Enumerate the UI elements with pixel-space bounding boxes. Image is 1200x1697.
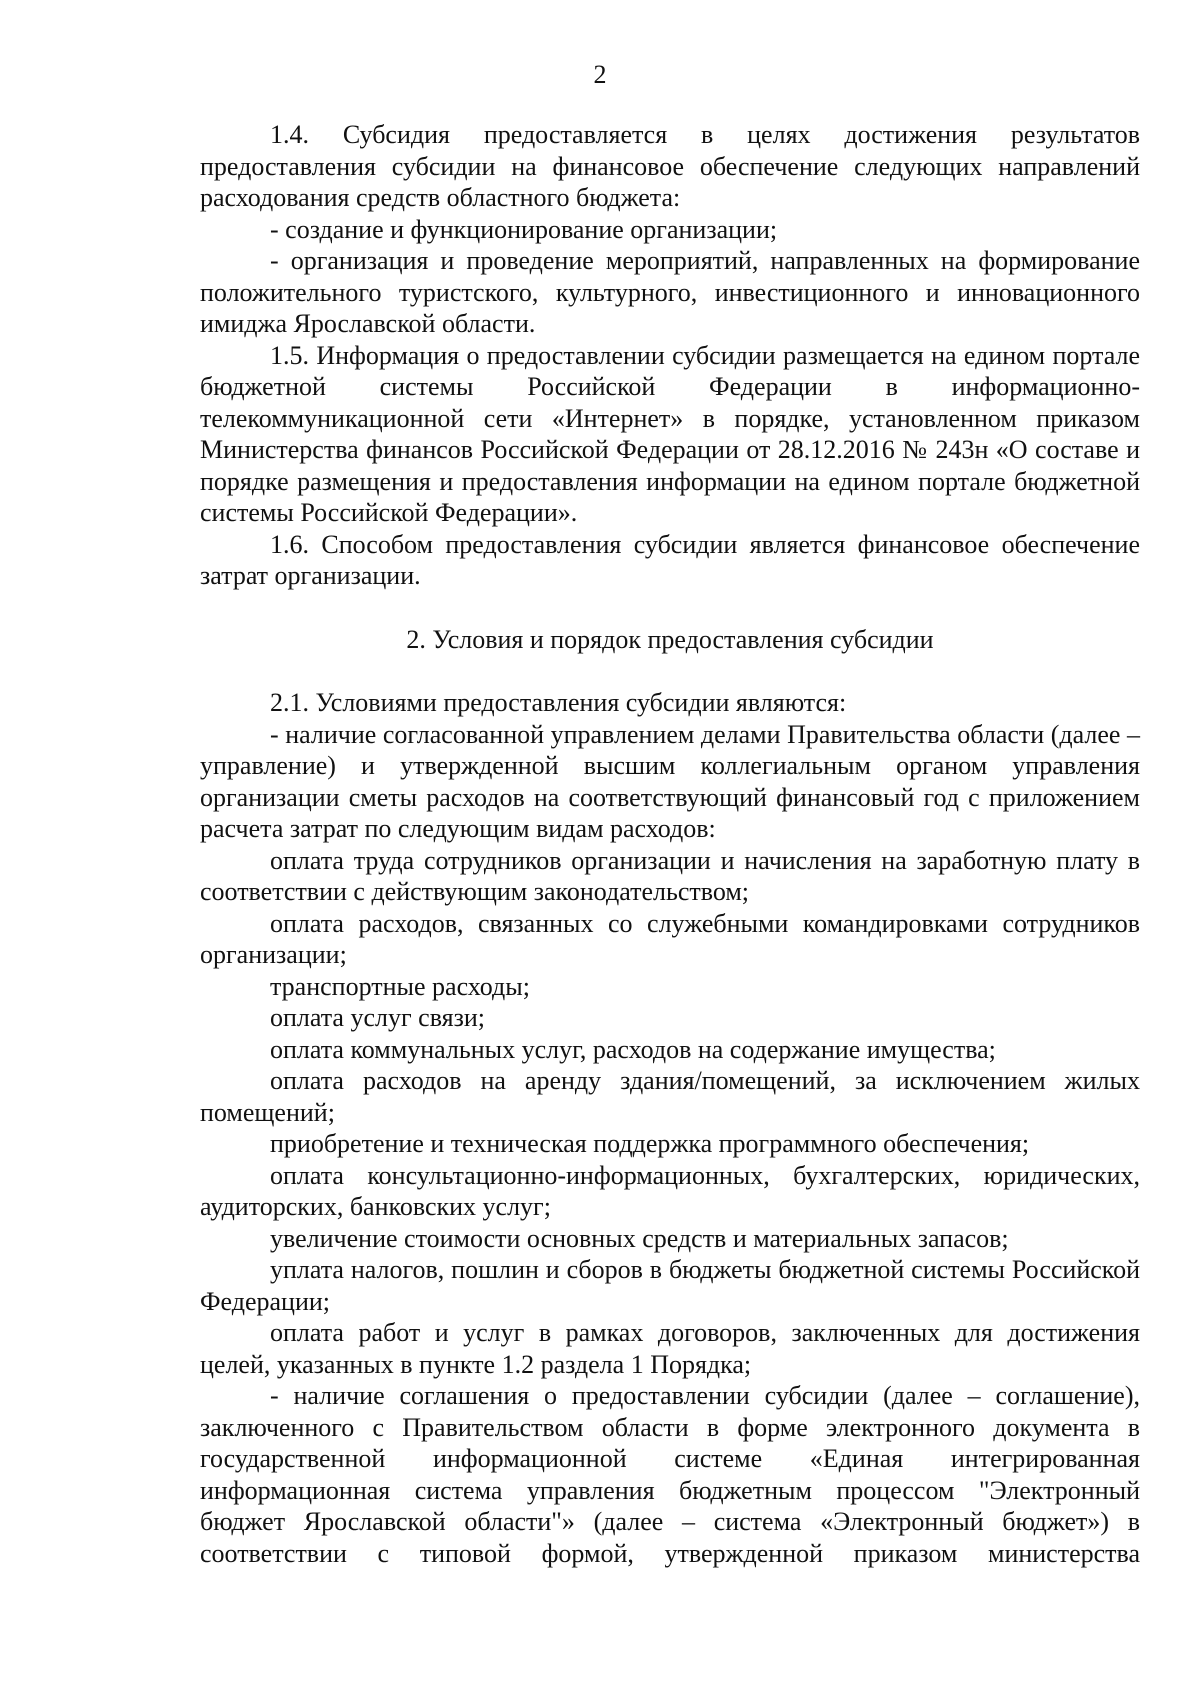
list-item-events: - организация и проведение мероприятий, направленных на формирование положительного туристского, культурного, инвестиционного и инновационного имиджа Ярославской области. — [200, 246, 1140, 338]
expense-item: оплата коммунальных услуг, расходов на содержание имущества; — [270, 1034, 996, 1064]
paragraph-1-4: 1.4. Субсидия предоставляется в целях достижения результатов предоставления субсидии на финансовое обеспечение следующих направлений расходования средств областного бюджета: — [200, 120, 1140, 212]
paragraph-1-5: 1.5. Информация о предоставлении субсидии размещается на едином портале бюджетной системы Российской Федерации в информационно-телекоммуникационной сети «Интернет» в порядке, установленном приказом Министерства финансов Российской Федерации от 28.12.2016 № 243н «О составе и порядке размещения и предоставления информации на едином портале бюджетной системы Российской Федерации». — [200, 340, 1140, 527]
expense-item: увеличение стоимости основных средств и материальных запасов; — [270, 1223, 1009, 1253]
section-heading: 2. Условия и порядок предоставления субсидии — [406, 624, 934, 654]
expense-item: оплата расходов на аренду здания/помещений, за исключением жилых помещений; — [200, 1066, 1140, 1127]
paragraph-1-6: 1.6. Способом предоставления субсидии является финансовое обеспечение затрат организации. — [200, 529, 1140, 590]
list-item-estimate: - наличие согласованной управлением делами Правительства области (далее – управление) и утвержденной высшим коллегиальным органом управления организации сметы расходов на соответствующий финансовый год с приложением расчета затрат по следующим видам расходов: — [200, 719, 1140, 843]
list-item-creation: - создание и функционирование организации; — [270, 214, 778, 244]
expense-item: оплата труда сотрудников организации и начисления на заработную плату в соответствии с действующим законодательством; — [200, 845, 1140, 906]
paragraph-2-1: 2.1. Условиями предоставления субсидии являются: — [270, 688, 847, 717]
expense-item: оплата работ и услуг в рамках договоров, заключенных для достижения целей, указанных в пункте 1.2 раздела 1 Порядка; — [200, 1318, 1140, 1379]
expense-item: оплата расходов, связанных со служебными командировками сотрудников организации; — [200, 908, 1140, 969]
list-item-agreement: - наличие соглашения о предоставлении субсидии (далее – соглашение), заключенного с Правительством области в форме электронного документа в государственной информационной системе «Единая интегрированная информационная система управления бюджетным процессом "Электронный бюджет Ярославской области"» (далее – система «Электронный бюджет») в соответствии с типовой формой, утвержденной приказом министерства — [200, 1381, 1140, 1568]
expense-item: приобретение и техническая поддержка программного обеспечения; — [270, 1129, 1030, 1158]
expense-item: оплата консультационно-информационных, бухгалтерских, юридических, аудиторских, банковских услуг; — [200, 1160, 1140, 1221]
expense-item: оплата услуг связи; — [270, 1003, 485, 1032]
document-body — [200, 119, 1140, 1569]
expense-item: уплата налогов, пошлин и сборов в бюджеты бюджетной системы Российской Федерации; — [200, 1255, 1140, 1316]
expense-item: транспортные расходы; — [270, 971, 530, 1001]
page-number: 2 — [593, 60, 607, 89]
